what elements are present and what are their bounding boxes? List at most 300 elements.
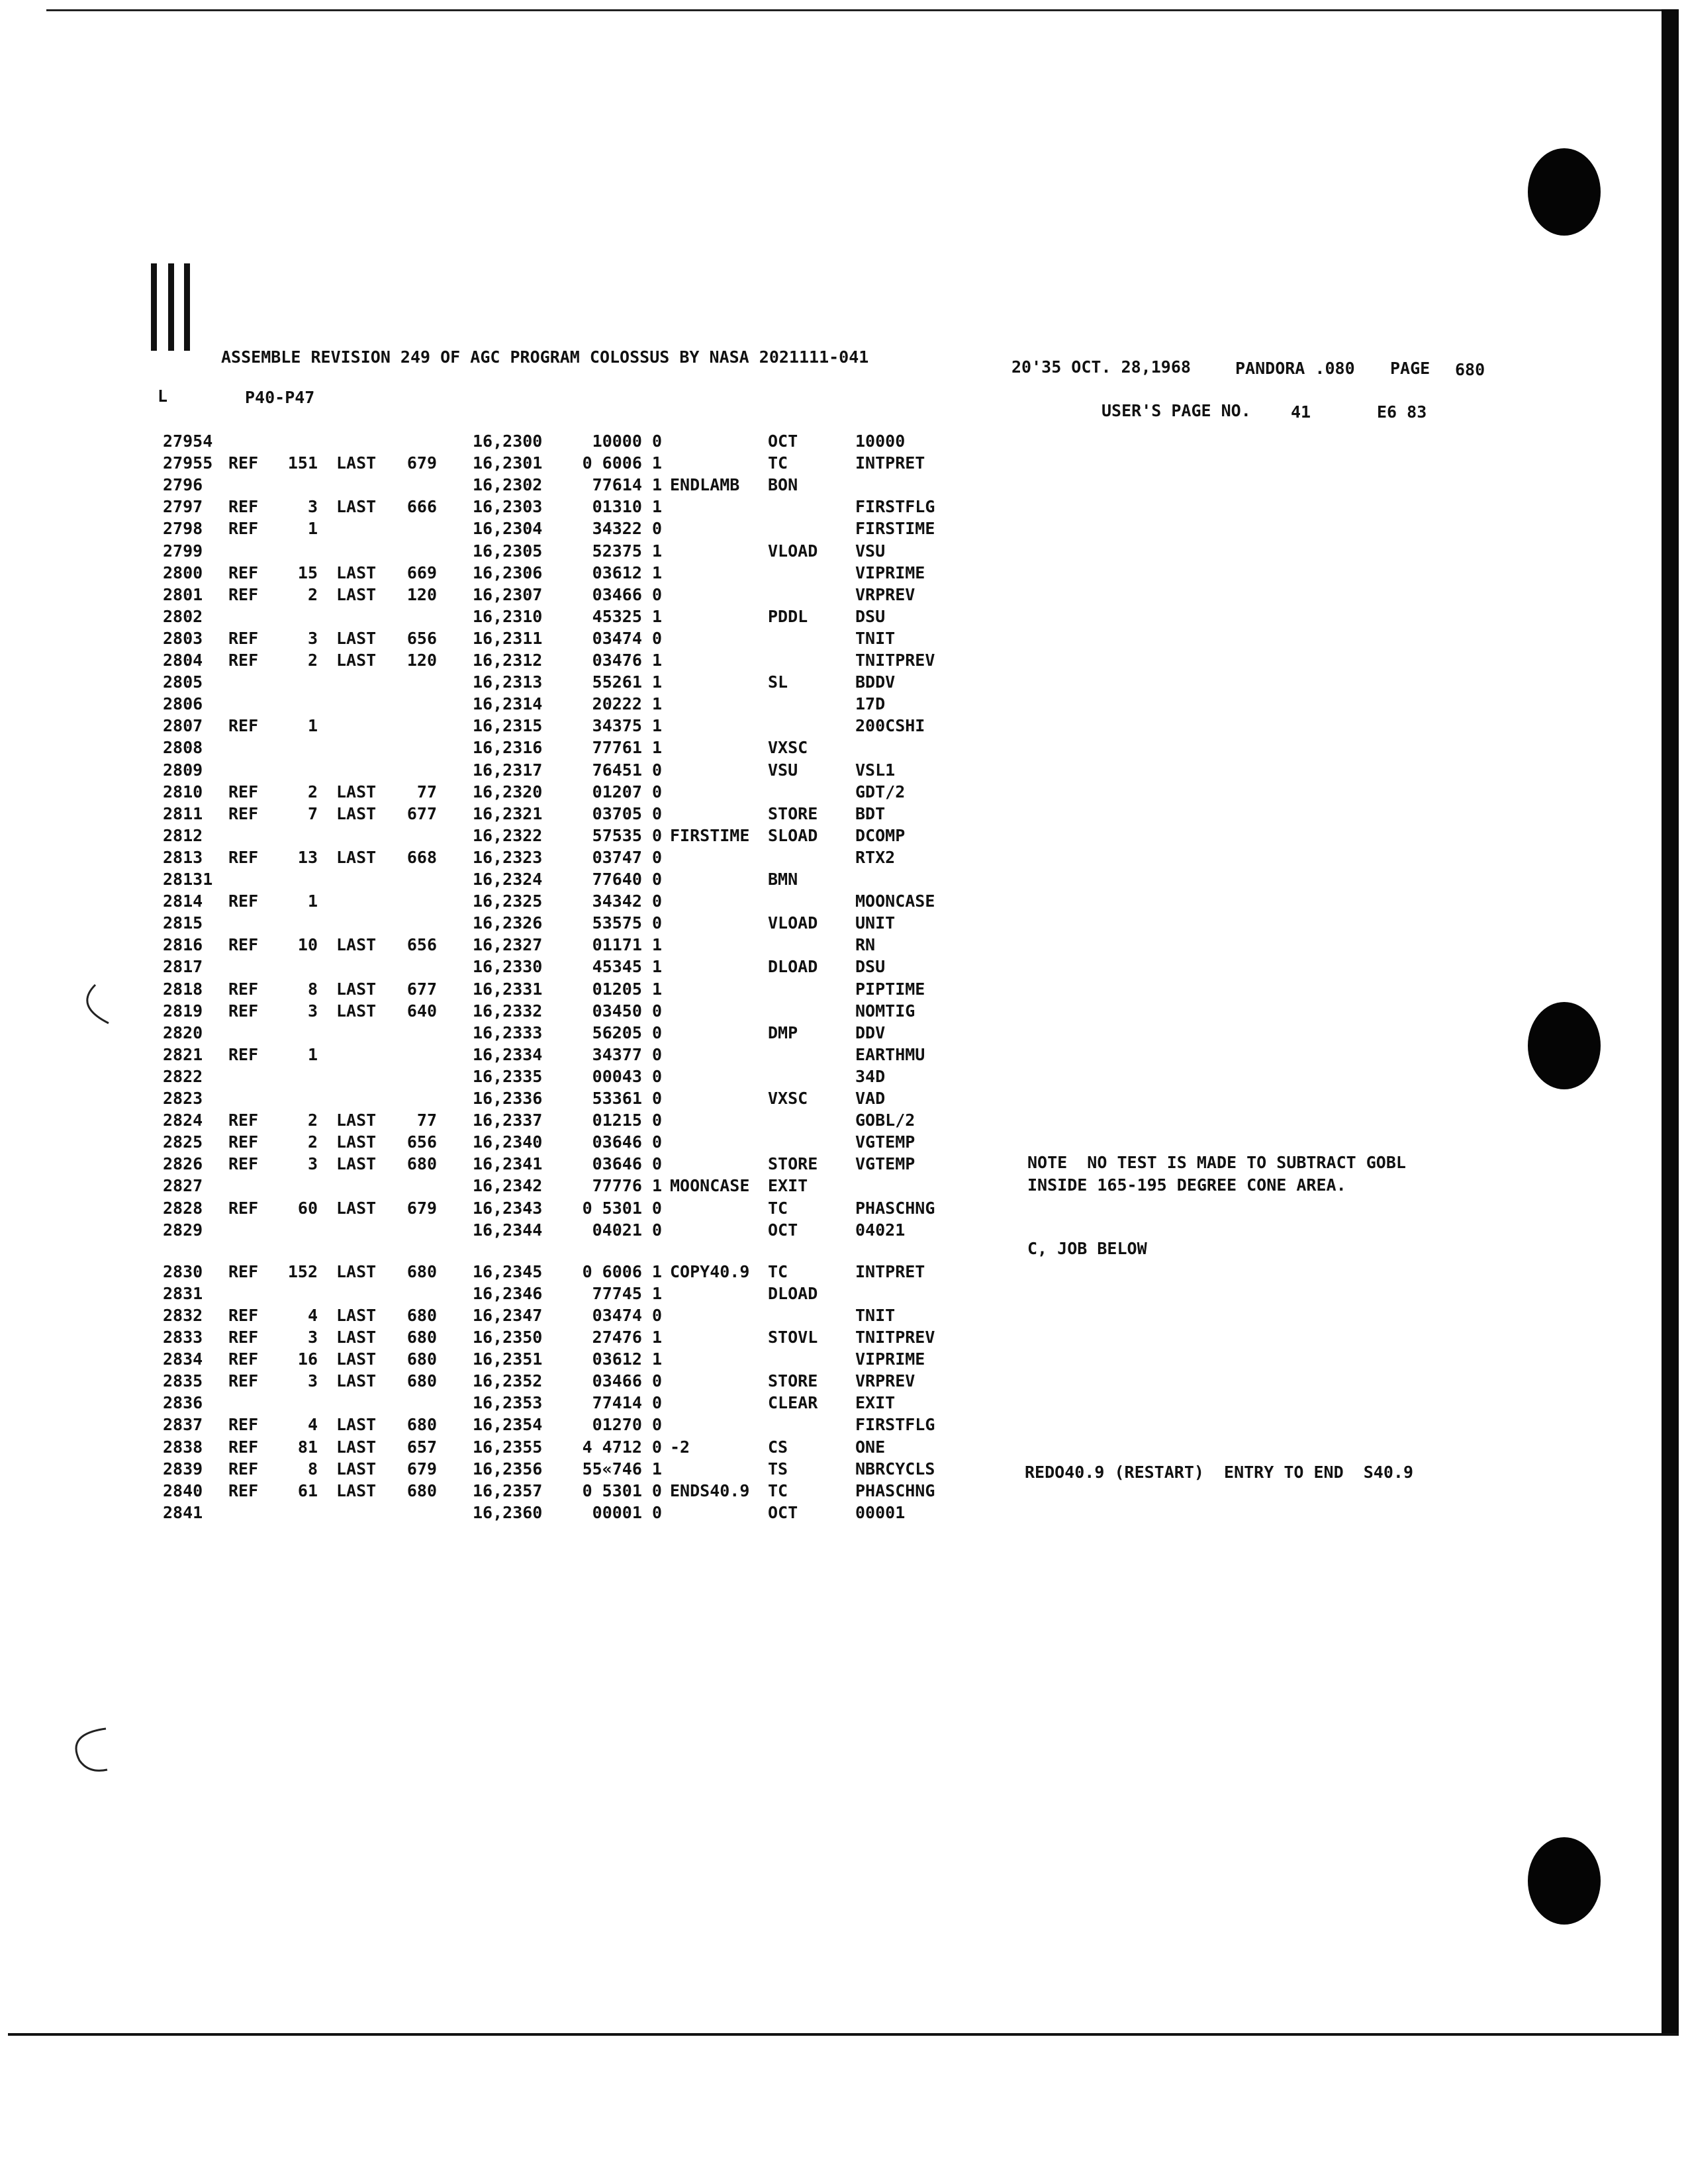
listing-row [0,1351,1655,1372]
octal-word: 55«746 1 [582,1459,662,1479]
operand: 00001 [855,1503,906,1522]
binding-arc-mark [66,1721,113,1780]
listing-row [0,1153,1655,1177]
listing-row [0,784,1655,805]
last-keyword: LAST [336,1001,377,1021]
address: 16,2304 [473,519,543,538]
last-line: 680 [406,1306,437,1325]
operand: VAD [855,1089,886,1108]
ref-keyword: REF [228,804,259,823]
ref-count: 13 [297,848,318,867]
address: 16,2324 [473,870,543,889]
listing-row [0,1090,1655,1111]
opcode: PDDL [768,607,808,626]
octal-word: 03450 0 [592,1001,662,1021]
listing-row [0,936,1655,958]
address: 16,2311 [473,629,543,648]
address: 16,2300 [473,432,543,451]
octal-word: 34375 1 [592,716,662,735]
octal-word: 77414 0 [592,1393,662,1412]
opcode: CS [768,1437,788,1457]
operand: 10000 [855,432,906,451]
operand: TNIT [855,1306,896,1325]
line-number: 2828 [163,1199,203,1218]
listing-letter: L [158,387,168,406]
octal-word: 0 5301 0 [582,1481,662,1500]
operand: PIPTIME [855,979,925,999]
octal-word: 03612 1 [592,1349,662,1369]
octal-word: 03466 0 [592,1371,662,1390]
ref-keyword: REF [228,1199,259,1218]
ref-count: 3 [307,1328,318,1347]
ref-keyword: REF [228,1306,259,1325]
address: 16,2335 [473,1067,543,1086]
ref-keyword: REF [228,1437,259,1457]
line-number: 2799 [163,541,203,561]
ref-count: 2 [307,585,318,604]
address: 16,2351 [473,1349,543,1369]
line-number: 2823 [163,1089,203,1108]
octal-word: 04021 0 [592,1220,662,1240]
address: 16,2357 [473,1481,543,1500]
listing-row [0,608,1655,629]
ref-keyword: REF [228,1349,259,1369]
last-line: 640 [406,1001,437,1021]
address: 16,2312 [473,651,543,670]
address: 16,2310 [473,607,543,626]
line-number: 2839 [163,1459,203,1479]
ref-keyword: REF [228,1459,259,1479]
line-number: 2804 [163,651,203,670]
octal-word: 03612 1 [592,563,662,582]
line-number: 2818 [163,979,203,999]
line-number: 2796 [163,475,203,494]
line-number: 2829 [163,1220,203,1240]
line-number: 2830 [163,1262,203,1281]
job-note: C, JOB BELOW [1027,1239,1147,1258]
opcode: VLOAD [768,913,818,933]
listing-row [0,1307,1655,1328]
octal-word: 77614 1 [592,475,662,494]
listing-row [0,1112,1655,1133]
octal-word: 03646 0 [592,1132,662,1152]
ref-count: 81 [297,1437,318,1457]
address: 16,2315 [473,716,543,735]
opcode: TS [768,1459,788,1479]
line-number: 2834 [163,1349,203,1369]
line-number: 2797 [163,497,203,516]
listing-code: E6 83 [1377,402,1427,422]
last-line: 656 [406,629,437,648]
ref-count: 3 [307,1371,318,1390]
octal-word: 10000 0 [592,432,662,451]
operand: VIPRIME [855,1349,925,1369]
scan-border-bottom [8,2033,1679,2036]
line-number: 2813 [163,848,203,867]
last-line: 679 [406,1459,437,1479]
last-keyword: LAST [336,804,377,823]
ref-keyword: REF [228,782,259,801]
octal-word: 77640 0 [592,870,662,889]
line-number: 27955 [163,453,213,473]
line-number: 2807 [163,716,203,735]
ref-count: 1 [307,716,318,735]
address: 16,2325 [473,891,543,911]
address: 16,2346 [473,1284,543,1303]
last-line: 679 [406,453,437,473]
address: 16,2336 [473,1089,543,1108]
ref-keyword: REF [228,716,259,735]
operand: GDT/2 [855,782,906,801]
octal-word: 20222 1 [592,694,662,713]
system-name: PANDORA .080 [1235,359,1355,378]
listing-row [0,1024,1655,1046]
listing-row [0,520,1655,541]
line-number: 2802 [163,607,203,626]
line-number: 2824 [163,1111,203,1130]
address: 16,2316 [473,738,543,757]
line-number: 2832 [163,1306,203,1325]
address: 16,2320 [473,782,543,801]
page-number: 680 [1455,360,1485,379]
operand: DSU [855,607,886,626]
listing-row [0,1200,1655,1221]
octal-word: 77776 1 [592,1176,662,1195]
operand: DDV [855,1023,886,1042]
listing-row [0,1482,1655,1504]
opcode: DLOAD [768,1284,818,1303]
operand: 34D [855,1067,886,1086]
listing-row [0,565,1655,586]
address: 16,2331 [473,979,543,999]
opcode: CLEAR [768,1393,818,1412]
last-line: 120 [406,651,437,670]
last-keyword: LAST [336,1371,377,1390]
last-line: 680 [406,1371,437,1390]
octal-word: 55261 1 [592,672,662,692]
operand: INTPRET [855,453,925,473]
symbol-label: ENDS40.9 [670,1481,750,1500]
line-number: 2819 [163,1001,203,1021]
operand: TNITPREV [855,1328,935,1347]
operand: UNIT [855,913,896,933]
last-keyword: LAST [336,1459,377,1479]
octal-word: 03474 0 [592,1306,662,1325]
last-line: 668 [406,848,437,867]
opcode: DLOAD [768,957,818,976]
ref-count: 152 [287,1262,318,1281]
line-number: 2806 [163,694,203,713]
last-line: 77 [416,782,437,801]
opcode: VSU [768,760,798,780]
opcode: VXSC [768,738,808,757]
operand: VSU [855,541,886,561]
address: 16,2305 [473,541,543,561]
last-line: 679 [406,1199,437,1218]
line-number: 28131 [163,870,213,889]
octal-word: 34377 0 [592,1045,662,1064]
listing-row [0,477,1655,498]
last-keyword: LAST [336,935,377,954]
line-number: 2814 [163,891,203,911]
line-number: 2835 [163,1371,203,1390]
octal-word: 34342 0 [592,891,662,911]
punch-hole [1528,148,1601,236]
ref-keyword: REF [228,563,259,582]
octal-word: 27476 1 [592,1328,662,1347]
address: 16,2341 [473,1154,543,1173]
octal-word: 77761 1 [592,738,662,757]
last-keyword: LAST [336,848,377,867]
ref-count: 10 [297,935,318,954]
address: 16,2303 [473,497,543,516]
line-number: 27954 [163,432,213,451]
last-keyword: LAST [336,979,377,999]
symbol-label: MOONCASE [670,1176,750,1195]
last-keyword: LAST [336,1349,377,1369]
section-name: P40-P47 [245,388,315,407]
address: 16,2352 [473,1371,543,1390]
operand: VGTEMP [855,1154,915,1173]
operand: DSU [855,957,886,976]
address: 16,2345 [473,1262,543,1281]
last-line: 657 [406,1437,437,1457]
operand: NOMTIG [855,1001,915,1021]
address: 16,2355 [473,1437,543,1457]
line-number: 2803 [163,629,203,648]
ref-count: 1 [307,891,318,911]
listing-row [0,871,1655,892]
octal-word: 03466 0 [592,585,662,604]
address: 16,2342 [473,1176,543,1195]
octal-word: 52375 1 [592,541,662,561]
address: 16,2317 [473,760,543,780]
ref-keyword: REF [228,1111,259,1130]
listing-row [0,717,1655,739]
operand: VRPREV [855,585,915,604]
octal-word: 45345 1 [592,957,662,976]
line-number: 2816 [163,935,203,954]
ref-count: 8 [307,979,318,999]
last-keyword: LAST [336,585,377,604]
opcode: BMN [768,870,798,889]
opcode: TC [768,1262,788,1281]
ref-keyword: REF [228,1328,259,1347]
last-line: 677 [406,979,437,999]
last-line: 666 [406,497,437,516]
octal-word: 56205 0 [592,1023,662,1042]
operand: RN [855,935,876,954]
last-keyword: LAST [336,1437,377,1457]
listing-row [0,1068,1655,1089]
address: 16,2321 [473,804,543,823]
operand: FIRSTIME [855,519,935,538]
scan-border-right [1662,9,1679,2034]
ref-count: 3 [307,629,318,648]
line-number: 2817 [163,957,203,976]
operand: VIPRIME [855,563,925,582]
listing-title: ASSEMBLE REVISION 249 OF AGC PROGRAM COLOSSUS BY NASA 2021111-041 [221,347,869,367]
address: 16,2301 [473,453,543,473]
octal-word: 01205 1 [592,979,662,999]
last-keyword: LAST [336,651,377,670]
address: 16,2347 [473,1306,543,1325]
last-keyword: LAST [336,1132,377,1152]
last-keyword: LAST [336,1306,377,1325]
octal-word: 76451 0 [592,760,662,780]
listing-row [0,1394,1655,1416]
operand: ONE [855,1437,886,1457]
opcode: OCT [768,432,798,451]
line-number: 2837 [163,1415,203,1434]
users-page-label: USER'S PAGE NO. [1102,401,1251,420]
line-number: 2838 [163,1437,203,1457]
listing-row [0,630,1655,651]
listing-row [0,1439,1655,1460]
listing-row [0,1222,1655,1243]
ref-keyword: REF [228,1481,259,1500]
ref-count: 4 [307,1306,318,1325]
scan-border-top [46,9,1679,11]
address: 16,2333 [473,1023,543,1042]
ref-count: 8 [307,1459,318,1479]
listing-row [0,674,1655,695]
ref-keyword: REF [228,585,259,604]
last-keyword: LAST [336,1111,377,1130]
listing-row [0,652,1655,673]
opcode: DMP [768,1023,798,1042]
line-number: 2821 [163,1045,203,1064]
users-page-number: 41 [1291,402,1311,422]
line-number: 2841 [163,1503,203,1522]
ref-count: 2 [307,782,318,801]
symbol-label: FIRSTIME [670,826,750,845]
address: 16,2356 [473,1459,543,1479]
listing-row [0,543,1655,564]
symbol-label: -2 [670,1437,690,1457]
octal-word: 03747 0 [592,848,662,867]
listing-row [0,893,1655,914]
octal-word: 03705 0 [592,804,662,823]
listing-row [0,1003,1655,1024]
operand: 04021 [855,1220,906,1240]
listing-datetime: 20'35 OCT. 28,1968 [1011,357,1191,377]
ref-keyword: REF [228,979,259,999]
line-number: 2822 [163,1067,203,1086]
ref-count: 1 [307,519,318,538]
address: 16,2313 [473,672,543,692]
ref-keyword: REF [228,935,259,954]
opcode: STORE [768,1154,818,1173]
listing-row [0,1373,1655,1394]
operand: PHASCHNG [855,1481,935,1500]
opcode: VLOAD [768,541,818,561]
line-number: 2826 [163,1154,203,1173]
line-number: 2798 [163,519,203,538]
last-keyword: LAST [336,1199,377,1218]
listing-row [0,1177,1655,1199]
line-number: 2833 [163,1328,203,1347]
address: 16,2323 [473,848,543,867]
line-number: 2811 [163,804,203,823]
line-number: 2827 [163,1176,203,1195]
opcode: STOVL [768,1328,818,1347]
ref-count: 2 [307,1111,318,1130]
last-keyword: LAST [336,1415,377,1434]
ref-count: 1 [307,1045,318,1064]
address: 16,2337 [473,1111,543,1130]
last-keyword: LAST [336,497,377,516]
listing-row [0,1416,1655,1437]
address: 16,2340 [473,1132,543,1152]
octal-word: 0 6006 1 [582,453,662,473]
ref-keyword: REF [228,1154,259,1173]
operand: 17D [855,694,886,713]
address: 16,2353 [473,1393,543,1412]
opcode: EXIT [768,1176,808,1195]
ref-count: 2 [307,651,318,670]
listing-row [0,805,1655,827]
operand: TNIT [855,629,896,648]
opcode: SLOAD [768,826,818,845]
last-keyword: LAST [336,1481,377,1500]
octal-word: 77745 1 [592,1284,662,1303]
operand: MOONCASE [855,891,935,911]
ref-count: 60 [297,1199,318,1218]
listing-row [0,455,1655,476]
octal-word: 53575 0 [592,913,662,933]
opcode: SL [768,672,788,692]
listing-row [0,915,1655,936]
note-line: NOTE NO TEST IS MADE TO SUBTRACT GOBL [1027,1153,1406,1172]
ref-count: 4 [307,1415,318,1434]
opcode: STORE [768,804,818,823]
operand: INTPRET [855,1262,925,1281]
listing-row [0,1263,1655,1285]
operand: BDDV [855,672,896,692]
address: 16,2306 [473,563,543,582]
last-keyword: LAST [336,1154,377,1173]
ref-keyword: REF [228,891,259,911]
operand: PHASCHNG [855,1199,935,1218]
last-keyword: LAST [336,629,377,648]
line-number: 2825 [163,1132,203,1152]
ref-count: 3 [307,497,318,516]
listing-row [0,958,1655,979]
listing-row [0,696,1655,717]
operand: VSL1 [855,760,896,780]
symbol-label: ENDLAMB [670,475,740,494]
address: 16,2330 [473,957,543,976]
operand: FIRSTFLG [855,497,935,516]
last-line: 680 [406,1349,437,1369]
address: 16,2302 [473,475,543,494]
last-line: 680 [406,1262,437,1281]
octal-word: 53361 0 [592,1089,662,1108]
line-number: 2812 [163,826,203,845]
octal-word: 00043 0 [592,1067,662,1086]
listing-row [0,739,1655,760]
last-line: 680 [406,1481,437,1500]
octal-word: 0 5301 0 [582,1199,662,1218]
ref-keyword: REF [228,651,259,670]
address: 16,2350 [473,1328,543,1347]
listing-row [0,1134,1655,1155]
printer-bars-mark [147,263,204,351]
opcode: OCT [768,1220,798,1240]
octal-word: 34322 0 [592,519,662,538]
address: 16,2360 [473,1503,543,1522]
